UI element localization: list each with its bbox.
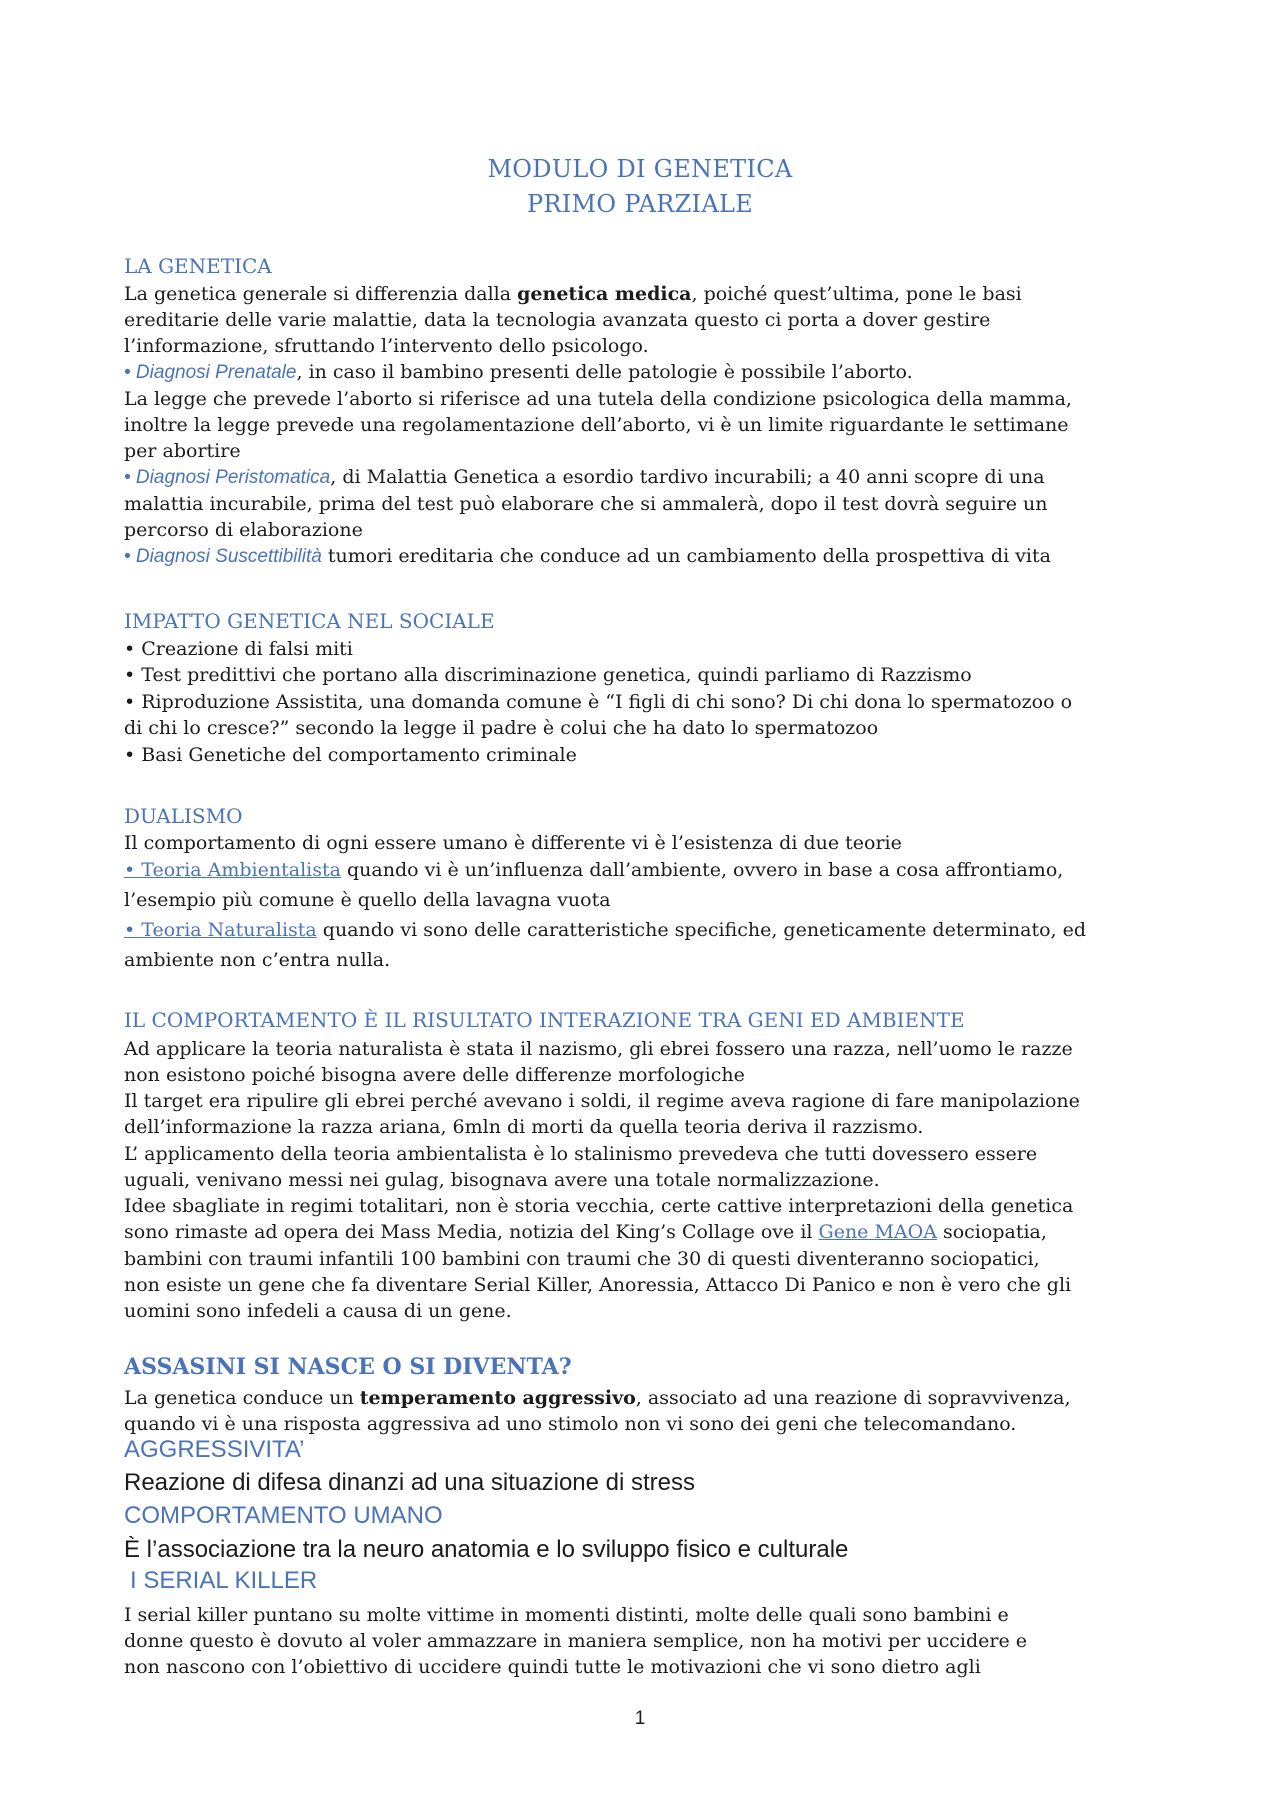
bullet-teoria-naturalista (124, 917, 1086, 943)
paragraph-line: La legge che prevede l’aborto si riferisce ad una tutela della condizione psicologica della mamma, (124, 388, 1072, 410)
document-title: MODULO DI GENETICA (487, 155, 793, 183)
section-heading-assassini: ASSASINI SI NASCE O SI DIVENTA? (124, 1354, 572, 1380)
text: , associato ad una reazione di sopravvivenza, (635, 1387, 1071, 1409)
paragraph-line: non esiste un gene che fa diventare Serial Killer, Anoressia, Attacco Di Panico e non è vero che gli (124, 1274, 1072, 1296)
paragraph-line: Idee sbagliate in regimi totalitari, non è storia vecchia, certe cattive interpretazioni della genetica (124, 1195, 1074, 1217)
paragraph-line: l’informazione, sfruttando l’intervento dello psicologo. (124, 335, 649, 357)
bold-term: genetica medica (517, 283, 692, 305)
paragraph-line (124, 1219, 1047, 1245)
paragraph-line: malattia incurabile, prima del test può elaborare che si ammalerà, dopo il test dovrà seguire un (124, 493, 1048, 515)
list-item: • Creazione di falsi miti (124, 638, 353, 660)
text: , in caso il bambino presenti delle patologie è possibile l’aborto. (296, 361, 913, 383)
text: , di Malattia Genetica a esordio tardivo incurabili; a 40 anni scopre di una (330, 466, 1045, 488)
text: tumori ereditaria che conduce ad un cambiamento della prospettiva di vita (321, 545, 1051, 567)
text: La genetica generale si differenzia dalla (124, 283, 518, 305)
teoria-ambientalista-link[interactable]: • Teoria Ambientalista (124, 859, 341, 881)
paragraph-line: ereditarie delle varie malattie, data la tecnologia avanzata questo ci porta a dover gestire (124, 309, 991, 331)
paragraph-line: donne questo è dovuto al voler ammazzare in maniera semplice, non ha motivi per uccidere e (124, 1630, 1028, 1652)
paragraph-line (124, 281, 1022, 307)
paragraph-line (124, 1385, 1071, 1411)
text: quando vi sono delle caratteristiche specifiche, geneticamente determinato, ed (316, 919, 1087, 941)
subheading-comportamento-umano: COMPORTAMENTO UMANO (124, 1502, 443, 1529)
paragraph-line: Il comportamento di ogni essere umano è differente vi è l’esistenza di due teorie (124, 832, 902, 854)
text: sociopatia, (936, 1221, 1047, 1243)
teoria-naturalista-link[interactable]: • Teoria Naturalista (124, 919, 317, 941)
paragraph-line: I serial killer puntano su molte vittime in momenti distinti, molte delle quali sono bambini e (124, 1604, 1009, 1626)
bullet-term: • Diagnosi Prenatale (124, 362, 297, 383)
paragraph-line: inoltre la legge prevede una regolamentazione dell’aborto, vi è un limite riguardante le settimane (124, 414, 1069, 436)
subheading-aggressivita: AGGRESSIVITA’ (124, 1436, 305, 1463)
list-item: • Basi Genetiche del comportamento criminale (124, 744, 577, 766)
paragraph-line: Ad applicare la teoria naturalista è stata il nazismo, gli ebrei fossero una razza, nell’uomo le razze (124, 1038, 1073, 1060)
bold-term: temperamento aggressivo (359, 1387, 636, 1409)
paragraph-line: percorso di elaborazione (124, 519, 363, 541)
paragraph-line: dell’informazione la razza ariana, 6mln di morti da quella teoria deriva il razzismo. (124, 1116, 924, 1138)
text: La genetica conduce un (124, 1387, 360, 1409)
bullet-diagnosi-peristomatica (124, 464, 1045, 491)
paragraph-line: non nascono con l’obiettivo di uccidere quindi tutte le motivazioni che vi sono dietro agli (124, 1656, 981, 1678)
paragraph-line: uguali, venivano messi nei gulag, bisognava avere una totale normalizzazione. (124, 1169, 880, 1191)
list-item: • Riproduzione Assistita, una domanda comune è “I figli di chi sono? Di chi dona lo spermatozoo o (124, 691, 1073, 713)
bullet-diagnosi-suscettibilita (124, 543, 1051, 570)
list-item: • Test predittivi che portano alla discriminazione genetica, quindi parliamo di Razzismo (124, 664, 972, 686)
paragraph-line: quando vi è una risposta aggressiva ad uno stimolo non vi sono dei geni che telecomandano. (124, 1413, 1017, 1435)
text: , poiché quest’ultima, pone le basi (691, 283, 1022, 305)
text: sono rimaste ad opera dei Mass Media, notizia del King’s Collage ove il (124, 1221, 819, 1243)
paragraph-line: di chi lo cresce?” secondo la legge il padre è colui che ha dato lo spermatozoo (124, 717, 879, 739)
definition-aggressivita: Reazione di difesa dinanzi ad una situazione di stress (124, 1469, 696, 1496)
text: quando vi è un’influenza dall’ambiente, ovvero in base a cosa affrontiamo, (340, 859, 1064, 881)
paragraph-line: Il target era ripulire gli ebrei perché avevano i soldi, il regime aveva ragione di fare manipolazione (124, 1090, 1080, 1112)
section-heading-comportamento: IL COMPORTAMENTO È IL RISULTATO INTERAZIONE TRA GENI ED AMBIENTE (124, 1008, 965, 1032)
paragraph-line: ambiente non c’entra nulla. (124, 949, 391, 971)
subheading-serial-killer: I SERIAL KILLER (130, 1567, 318, 1594)
section-heading-dualismo: DUALISMO (124, 804, 243, 828)
section-heading-genetica: LA GENETICA (124, 254, 272, 278)
bullet-term: • Diagnosi Peristomatica (124, 467, 331, 488)
document-subtitle: PRIMO PARZIALE (526, 190, 754, 218)
paragraph-line: per abortire (124, 440, 241, 462)
bullet-diagnosi-prenatale (124, 359, 913, 386)
section-heading-impatto: IMPATTO GENETICA NEL SOCIALE (124, 609, 495, 633)
bullet-teoria-ambientalista (124, 857, 1063, 883)
paragraph-line: l’esempio più comune è quello della lavagna vuota (124, 889, 611, 911)
page-number: 1 (634, 1708, 646, 1729)
paragraph-line: bambini con traumi infantili 100 bambini con traumi che 30 di questi diventeranno sociopatici, (124, 1248, 1040, 1270)
bullet-term: • Diagnosi Suscettibilità (124, 546, 322, 567)
paragraph-line: L’ applicamento della teoria ambientalista è lo stalinismo prevedeva che tutti dovessero essere (124, 1143, 1038, 1165)
paragraph-line: uomini sono infedeli a causa di un gene. (124, 1300, 512, 1322)
paragraph-line: non esistono poiché bisogna avere delle differenze morfologiche (124, 1064, 745, 1086)
definition-comportamento-umano: È l’associazione tra la neuro anatomia e lo sviluppo fisico e culturale (124, 1536, 849, 1563)
gene-maoa-link[interactable]: Gene MAOA (818, 1221, 937, 1243)
